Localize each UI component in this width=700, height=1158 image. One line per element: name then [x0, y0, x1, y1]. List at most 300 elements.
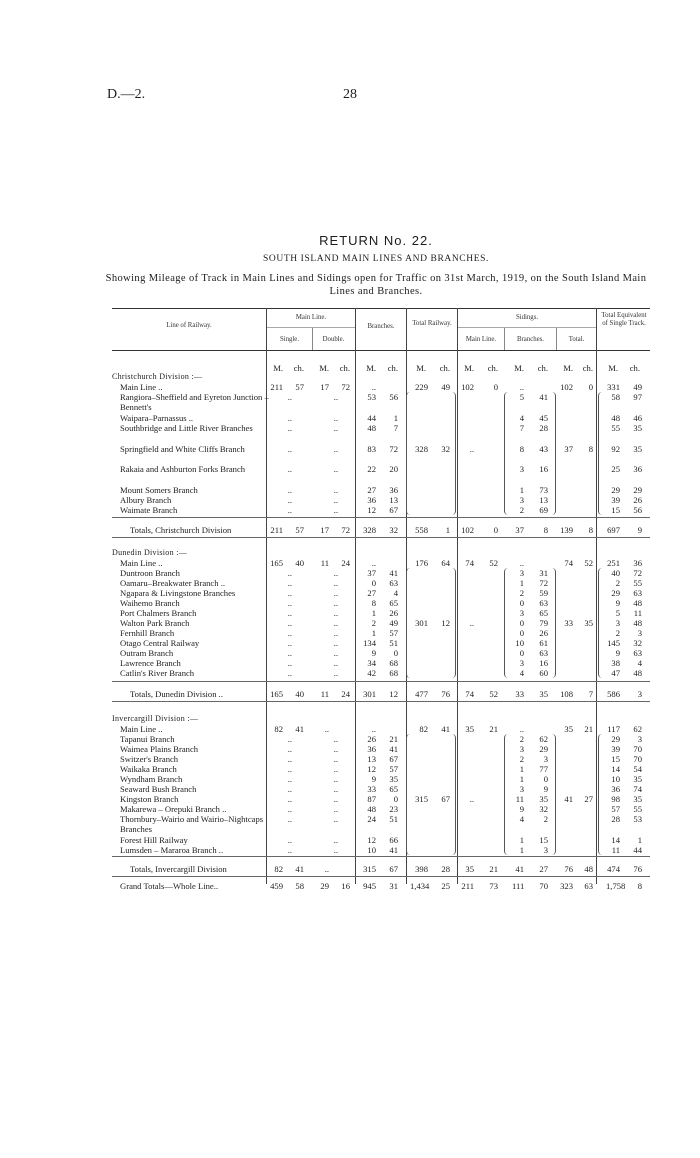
cell-sbr-c: 77 — [539, 764, 548, 774]
cell-sbr-c: 62 — [539, 734, 548, 744]
cell-eq-m: 586 — [607, 689, 620, 699]
cell-tot-c: 25 — [441, 881, 450, 891]
unit-ch: ch. — [537, 363, 548, 373]
cell-sml-m: .. — [469, 444, 474, 454]
leader-dots: .. — [287, 628, 292, 638]
table-row — [112, 423, 650, 433]
leader-dots: .. — [333, 598, 338, 608]
cell-sbr-m: 1 — [519, 774, 524, 784]
cell-sml-c: 0 — [493, 525, 498, 535]
cell-stot-m: 108 — [560, 689, 573, 699]
cell-sml-c: 73 — [489, 881, 498, 891]
cell-sbr-m: .. — [519, 382, 524, 392]
cell-eq-c: 8 — [637, 881, 642, 891]
leader-dots: .. — [287, 423, 292, 433]
leader-dots: .. — [287, 495, 292, 505]
cell-single-m: 459 — [270, 881, 283, 891]
cell-eq-m: 331 — [607, 382, 620, 392]
leader-dots: .. — [287, 588, 292, 598]
leader-dots: .. — [333, 734, 338, 744]
return-title: RETURN No. 22. — [319, 233, 433, 248]
cell-eq-m: 5 — [615, 608, 620, 618]
cell-br-c: 57 — [389, 764, 398, 774]
division-heading — [112, 714, 650, 724]
cell-sbr-m: .. — [519, 558, 524, 568]
col-main-line: Main Line. — [295, 314, 327, 321]
cell-stot-m: 41 — [564, 794, 573, 804]
cell-tot-m: 301 — [415, 618, 428, 628]
col-sidings-main-line: Main Line. — [465, 336, 497, 343]
division-title: Dunedin Division :— — [112, 548, 188, 557]
cell-br-m: 48 — [367, 423, 376, 433]
cell-br-c: 4 — [393, 588, 398, 598]
cell-br-c: 41 — [389, 845, 398, 855]
leader-dots: .. — [333, 764, 338, 774]
cell-eq-m: 11 — [611, 845, 620, 855]
cell-sbr-m: 3 — [519, 658, 524, 668]
unit-m: M. — [563, 363, 573, 373]
leader-dots: .. — [333, 845, 338, 855]
division-total-row — [112, 525, 650, 535]
cell-sbr-c: 0 — [543, 774, 548, 784]
cell-eq-m: 15 — [611, 754, 620, 764]
cell-sbr-m: 3 — [519, 568, 524, 578]
cell-eq-m: 3 — [615, 618, 620, 628]
table-row — [112, 744, 650, 754]
cell-sbr-c: 9 — [543, 784, 548, 794]
cell-sbr-c: 28 — [539, 423, 548, 433]
cell-sbr-c: 16 — [539, 464, 548, 474]
col-equivalent: Total Equivalent of Single Track. — [601, 312, 647, 327]
cell-stot-c: 27 — [584, 794, 593, 804]
cell-sbr-c: 27 — [539, 864, 548, 874]
table-row — [112, 464, 650, 474]
cell-sbr-c: 3 — [543, 754, 548, 764]
cell-stot-c: 8 — [588, 444, 593, 454]
cell-br-m: 27 — [367, 485, 376, 495]
leader-dots: .. — [287, 464, 292, 474]
cell-sml-m: 74 — [465, 558, 474, 568]
cell-sbr-m: 1 — [519, 578, 524, 588]
leader-dots: .. — [333, 658, 338, 668]
leader-dots: .. — [333, 835, 338, 845]
cell-sbr-c: 32 — [539, 804, 548, 814]
cell-br-c: 12 — [389, 689, 398, 699]
cell-br-m: 26 — [367, 734, 376, 744]
cell-sbr-c: 2 — [543, 814, 548, 824]
grouping-brace — [452, 568, 456, 678]
leader-dots: .. — [287, 618, 292, 628]
cell-br-c: 7 — [393, 423, 398, 433]
row-label: Outram Branch — [120, 648, 174, 658]
cell-br-c: 36 — [389, 485, 398, 495]
cell-eq-c: 35 — [633, 423, 642, 433]
table-row — [112, 485, 650, 495]
leader-dots: .. — [333, 754, 338, 764]
cell-stot-m: 76 — [564, 864, 573, 874]
cell-single-m: 82 — [274, 864, 283, 874]
grouping-brace — [598, 734, 602, 855]
cell-single-m: 211 — [270, 382, 283, 392]
table-row — [112, 382, 650, 392]
cell-tot-m: 229 — [415, 382, 428, 392]
row-label: Rakaia and Ashburton Forks Branch — [120, 464, 246, 474]
leader-dots: .. — [333, 608, 338, 618]
cell-eq-c: 3 — [637, 628, 642, 638]
col-branches: Branches. — [367, 323, 395, 330]
cell-sbr-c: 35 — [539, 689, 548, 699]
return-subtitle: SOUTH ISLAND MAIN LINES AND BRANCHES. — [263, 254, 489, 264]
cell-br-c: 67 — [389, 864, 398, 874]
leader-dots: .. — [287, 845, 292, 855]
cell-eq-c: 11 — [633, 608, 642, 618]
cell-eq-m: 251 — [607, 558, 620, 568]
row-label: Grand Totals—Whole Line.. — [120, 881, 219, 891]
table-row — [112, 568, 650, 578]
division-title: Invercargill Division :— — [112, 714, 199, 723]
leader-dots: .. — [287, 608, 292, 618]
row-label: Lawrence Branch — [120, 658, 181, 668]
rule — [112, 517, 650, 518]
leader-dots: .. — [287, 638, 292, 648]
row-label: Totals, Dunedin Division .. — [130, 689, 223, 699]
row-label: Springfield and White Cliffs Branch — [120, 444, 245, 454]
cell-br-m: 9 — [371, 648, 376, 658]
row-label: Lumsden – Mararoa Branch .. — [120, 845, 224, 855]
table-row — [112, 618, 650, 628]
leader-dots: .. — [333, 464, 338, 474]
cell-double-c: 16 — [341, 881, 350, 891]
cell-eq-m: 48 — [611, 413, 620, 423]
cell-br-c: 67 — [389, 754, 398, 764]
cell-sml-m: 211 — [461, 881, 474, 891]
table-row — [112, 804, 650, 814]
cell-eq-m: 9 — [615, 598, 620, 608]
cell-sbr-c: 59 — [539, 588, 548, 598]
rule — [112, 701, 650, 702]
cell-br-c: 1 — [393, 413, 398, 423]
cell-tot-c: 1 — [445, 525, 450, 535]
cell-single-m: 211 — [270, 525, 283, 535]
cell-stot-m: 74 — [564, 558, 573, 568]
cell-sbr-c: 35 — [539, 794, 548, 804]
leader-dots: .. — [287, 648, 292, 658]
row-label: Waimea Plains Branch — [120, 744, 199, 754]
table-row — [112, 774, 650, 784]
cell-br-c: 56 — [389, 392, 398, 402]
cell-eq-c: 53 — [633, 814, 642, 824]
row-label: Switzer's Branch — [120, 754, 179, 764]
cell-br-m: .. — [371, 558, 376, 568]
leader-dots: .. — [287, 392, 292, 402]
cell-sbr-m: 2 — [519, 505, 524, 515]
cell-eq-c: 3 — [637, 734, 642, 744]
cell-stot-c: 63 — [584, 881, 593, 891]
cell-tot-m: 477 — [415, 689, 428, 699]
cell-sbr-m: 0 — [519, 618, 524, 628]
cell-br-m: 34 — [367, 658, 376, 668]
cell-eq-c: 48 — [633, 668, 642, 678]
division-heading — [112, 372, 650, 382]
cell-eq-m: 29 — [611, 485, 620, 495]
cell-eq-m: 36 — [611, 784, 620, 794]
row-label: Rangiora–Sheffield and Eyreton Junction – Bennett's — [120, 392, 269, 412]
leader-dots: .. — [287, 658, 292, 668]
cell-br-m: 12 — [367, 764, 376, 774]
cell-sbr-m: 1 — [519, 764, 524, 774]
unit-ch: ch. — [439, 363, 450, 373]
rule — [112, 537, 650, 538]
cell-eq-m: 98 — [611, 794, 620, 804]
cell-double-c: 24 — [341, 558, 350, 568]
leader-dots: .. — [333, 744, 338, 754]
table-row — [112, 764, 650, 774]
cell-br-m: 328 — [363, 525, 376, 535]
cell-br-m: 13 — [367, 754, 376, 764]
cell-stot-c: 52 — [584, 558, 593, 568]
unit-m: M. — [464, 363, 474, 373]
cell-double-m: 29 — [320, 881, 329, 891]
row-label: Oamaru–Breakwater Branch .. — [120, 578, 225, 588]
grouping-brace — [406, 568, 410, 678]
leader-dots: .. — [333, 413, 338, 423]
cell-eq-m: 697 — [607, 525, 620, 535]
cell-single-c: 57 — [295, 525, 304, 535]
cell-single-c: 57 — [295, 382, 304, 392]
cell-sbr-c: 8 — [543, 525, 548, 535]
title-block — [96, 233, 656, 298]
cell-eq-c: 1 — [637, 835, 642, 845]
col-total-railway: Total Railway. — [412, 320, 452, 327]
table-row — [112, 578, 650, 588]
cell-br-m: 36 — [367, 495, 376, 505]
cell-eq-m: 14 — [611, 764, 620, 774]
cell-sbr-c: 13 — [539, 495, 548, 505]
unit-m: M. — [608, 363, 618, 373]
cell-sbr-c: 15 — [539, 835, 548, 845]
cell-eq-c: 63 — [633, 648, 642, 658]
cell-single-c: 40 — [295, 558, 304, 568]
cell-single-c: 41 — [295, 724, 304, 734]
cell-sbr-m: 0 — [519, 648, 524, 658]
cell-br-c: 26 — [389, 608, 398, 618]
leader-dots: .. — [287, 754, 292, 764]
leader-dots: .. — [333, 392, 338, 402]
cell-eq-c: 29 — [633, 485, 642, 495]
cell-single-m: 165 — [270, 689, 283, 699]
row-label: Mount Somers Branch — [120, 485, 198, 495]
cell-sbr-m: .. — [519, 724, 524, 734]
cell-eq-c: 49 — [633, 382, 642, 392]
row-label: Port Chalmers Branch — [120, 608, 197, 618]
cell-tot-c: 32 — [441, 444, 450, 454]
cell-sbr-m: 2 — [519, 754, 524, 764]
leader-dots: .. — [287, 413, 292, 423]
cell-eq-m: 9 — [615, 648, 620, 658]
cell-br-m: 33 — [367, 784, 376, 794]
cell-sbr-c: 65 — [539, 608, 548, 618]
cell-eq-m: 2 — [615, 628, 620, 638]
cell-eq-c: 4 — [637, 658, 642, 668]
leader-dots: .. — [333, 794, 338, 804]
cell-br-m: 42 — [367, 668, 376, 678]
table-row — [112, 444, 650, 454]
cell-eq-c: 70 — [633, 744, 642, 754]
table-row — [112, 814, 650, 834]
col-sidings: Sidings. — [515, 314, 539, 321]
cell-br-c: 31 — [389, 881, 398, 891]
leader-dots: .. — [333, 638, 338, 648]
cell-br-c: 32 — [389, 525, 398, 535]
cell-br-m: 315 — [363, 864, 376, 874]
table-row — [112, 835, 650, 845]
cell-eq-c: 70 — [633, 754, 642, 764]
cell-sbr-c: 69 — [539, 505, 548, 515]
table-row — [112, 392, 650, 412]
cell-sml-m: .. — [469, 618, 474, 628]
cell-eq-c: 63 — [633, 588, 642, 598]
cell-stot-c: 7 — [588, 689, 593, 699]
cell-single-m: 165 — [270, 558, 283, 568]
leader-dots: .. — [287, 668, 292, 678]
cell-sbr-m: 0 — [519, 628, 524, 638]
row-label: Fernhill Branch — [120, 628, 175, 638]
cell-eq-c: 35 — [633, 444, 642, 454]
cell-sbr-m: 8 — [519, 444, 524, 454]
cell-sbr-m: 4 — [519, 413, 524, 423]
cell-double-m: 17 — [320, 382, 329, 392]
cell-double-m: 17 — [320, 525, 329, 535]
cell-br-c: 63 — [389, 578, 398, 588]
leader-dots: .. — [287, 505, 292, 515]
cell-tot-c: 28 — [441, 864, 450, 874]
table-row — [112, 658, 650, 668]
cell-eq-m: 29 — [611, 734, 620, 744]
row-label: Main Line .. — [120, 558, 163, 568]
cell-eq-c: 56 — [633, 505, 642, 515]
table-row — [112, 495, 650, 505]
leader-dots: .. — [333, 578, 338, 588]
cell-eq-m: 92 — [611, 444, 620, 454]
cell-tot-c: 67 — [441, 794, 450, 804]
cell-eq-c: 62 — [633, 724, 642, 734]
cell-tot-c: 64 — [441, 558, 450, 568]
grouping-brace — [452, 392, 456, 515]
cell-br-m: .. — [371, 382, 376, 392]
cell-sml-m: 35 — [465, 864, 474, 874]
cell-br-c: 0 — [393, 648, 398, 658]
leader-dots: .. — [333, 568, 338, 578]
row-label: Wyndham Branch — [120, 774, 183, 784]
cell-sbr-c: 3 — [543, 845, 548, 855]
return-description: Showing Mileage of Track in Main Lines and Sidings open for Traffic on 31st March, 1919, on the South Island Main Lines and Branches. — [105, 273, 647, 297]
unit-ch: ch. — [582, 363, 593, 373]
cell-br-c: 41 — [389, 744, 398, 754]
cell-eq-m: 2 — [615, 578, 620, 588]
cell-tot-c: 12 — [441, 618, 450, 628]
cell-br-c: 65 — [389, 784, 398, 794]
cell-br-c: 51 — [389, 814, 398, 824]
cell-eq-m: 39 — [611, 495, 620, 505]
leader-dots: .. — [287, 835, 292, 845]
unit-m: M. — [514, 363, 524, 373]
grouping-brace — [552, 734, 556, 855]
cell-br-c: 35 — [389, 774, 398, 784]
cell-br-m: 22 — [367, 464, 376, 474]
leader-dots: .. — [333, 814, 338, 824]
rule — [112, 876, 650, 877]
cell-sbr-m: 2 — [519, 588, 524, 598]
cell-tot-m: 558 — [415, 525, 428, 535]
unit-ch: ch. — [487, 363, 498, 373]
cell-eq-c: 55 — [633, 804, 642, 814]
grouping-brace — [504, 568, 508, 678]
cell-eq-c: 36 — [633, 464, 642, 474]
cell-br-m: 2 — [371, 618, 376, 628]
cell-br-m: 12 — [367, 505, 376, 515]
page-number: 28 — [343, 87, 357, 102]
cell-br-m: 10 — [367, 845, 376, 855]
cell-sml-m: 74 — [465, 689, 474, 699]
leader-dots: .. — [333, 784, 338, 794]
cell-eq-c: 72 — [633, 568, 642, 578]
cell-eq-c: 97 — [633, 392, 642, 402]
leader-dots: .. — [333, 444, 338, 454]
cell-br-m: 1 — [371, 628, 376, 638]
cell-eq-m: 28 — [611, 814, 620, 824]
cell-sbr-c: 72 — [539, 578, 548, 588]
cell-sml-c: 21 — [489, 724, 498, 734]
cell-sbr-m: 0 — [519, 598, 524, 608]
table-row — [112, 724, 650, 734]
division-total-row — [112, 689, 650, 699]
unit-ch: ch. — [339, 363, 350, 373]
cell-sbr-m: 111 — [512, 881, 525, 891]
cell-sml-c: 52 — [489, 689, 498, 699]
cell-tot-m: 176 — [415, 558, 428, 568]
cell-br-m: 83 — [367, 444, 376, 454]
grouping-brace — [552, 568, 556, 678]
leader-dots: .. — [287, 578, 292, 588]
cell-tot-m: 82 — [419, 724, 428, 734]
cell-eq-m: 1,758 — [606, 881, 626, 891]
division-title: Christchurch Division :— — [112, 372, 203, 381]
cell-stot-m: 139 — [560, 525, 573, 535]
cell-sbr-m: 3 — [519, 464, 524, 474]
leader-dots: .. — [333, 804, 338, 814]
grouping-brace — [598, 568, 602, 678]
cell-stot-m: 323 — [560, 881, 573, 891]
cell-sbr-m: 3 — [519, 608, 524, 618]
row-label: Catlin's River Branch — [120, 668, 195, 678]
cell-eq-c: 74 — [633, 784, 642, 794]
table-row — [112, 628, 650, 638]
table-row — [112, 845, 650, 855]
cell-br-m: 1 — [371, 608, 376, 618]
cell-br-c: 67 — [389, 505, 398, 515]
cell-eq-m: 474 — [607, 864, 620, 874]
cell-double-c: 24 — [341, 689, 350, 699]
cell-single-c: 58 — [295, 881, 304, 891]
cell-eq-m: 15 — [611, 505, 620, 515]
leader-dots: .. — [287, 764, 292, 774]
cell-sbr-m: 1 — [519, 485, 524, 495]
cell-eq-c: 9 — [637, 525, 642, 535]
row-label: Southbridge and Little River Branches — [120, 423, 253, 433]
cell-br-m: 9 — [371, 774, 376, 784]
cell-eq-m: 14 — [611, 835, 620, 845]
cell-br-c: 65 — [389, 598, 398, 608]
